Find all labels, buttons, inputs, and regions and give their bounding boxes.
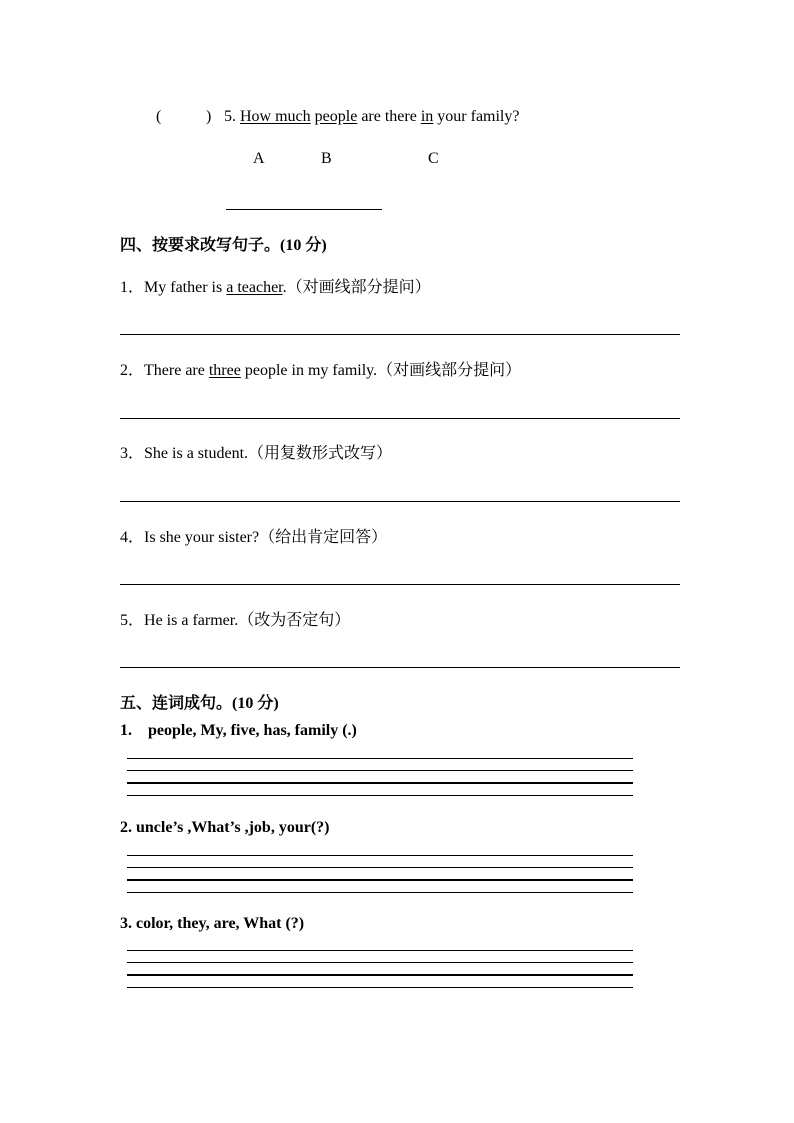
- s4-item-text-end: people in my family.: [240, 362, 378, 379]
- s4-answer-line-4[interactable]: [120, 584, 680, 585]
- section5-title: 五、连词成句。(10 分): [120, 695, 279, 712]
- s4-item-number: 4．: [120, 529, 145, 546]
- s4-answer-line-2[interactable]: [120, 418, 680, 419]
- q5-tail: your family?: [433, 108, 520, 125]
- s4-answer-line-1[interactable]: [120, 334, 680, 335]
- s4-item-4: [120, 524, 387, 547]
- s5-item-2: 2. uncle’s ,What’s ,job, your(?): [120, 819, 330, 836]
- s5-writing-line[interactable]: [127, 962, 633, 963]
- s5-writing-line[interactable]: [127, 855, 633, 856]
- q5-number: 5.: [224, 108, 236, 125]
- s5-writing-line[interactable]: [127, 770, 633, 771]
- s4-answer-line-3[interactable]: [120, 501, 680, 502]
- s5-writing-line[interactable]: [127, 795, 633, 796]
- s5-writing-line[interactable]: [127, 950, 633, 951]
- q5-option-b: B: [321, 150, 332, 167]
- q5-answer-line[interactable]: [226, 209, 382, 210]
- s5-item-3: 3. color, they, are, What (?): [120, 915, 305, 932]
- q5-underline-b: people: [314, 108, 358, 125]
- s4-item-number: 2．: [120, 362, 145, 379]
- s5-item-1: 1. people, My, five, has, family (.): [120, 722, 357, 739]
- s4-item-2: [120, 357, 521, 380]
- s4-item-number: 5．: [120, 612, 145, 629]
- s4-item-instruction: （用复数形式改写）: [248, 445, 393, 462]
- s4-item-underlined: three: [208, 362, 241, 379]
- q5-mid: are there: [357, 108, 421, 125]
- s4-item-instruction: （对画线部分提问）: [377, 362, 522, 379]
- s4-item-1: [120, 274, 431, 297]
- s4-answer-line-5[interactable]: [120, 667, 680, 668]
- s5-writing-line[interactable]: [127, 879, 633, 881]
- q5-paren-open: (: [156, 108, 162, 125]
- section4-title: 四、按要求改写句子。(10 分): [120, 237, 327, 254]
- q5-underline-a: How much: [240, 108, 311, 125]
- s4-item-text: She is a student.: [144, 445, 249, 462]
- s5-writing-line[interactable]: [127, 758, 633, 759]
- s4-item-text: There are: [144, 362, 209, 379]
- q5-option-a: A: [253, 150, 265, 167]
- q5-option-c: C: [428, 150, 439, 167]
- s4-item-5: [120, 607, 350, 630]
- s4-item-text: He is a farmer.: [144, 612, 239, 629]
- q5-underline-c: in: [420, 108, 434, 125]
- s4-item-text: Is she your sister?: [144, 529, 260, 546]
- q5-sentence: [224, 108, 519, 126]
- s4-item-text-end: .: [282, 279, 287, 296]
- s4-item-instruction: （给出肯定回答）: [259, 529, 388, 546]
- s5-writing-line[interactable]: [127, 867, 633, 868]
- s4-item-number: 1．: [120, 279, 145, 296]
- s5-writing-line[interactable]: [127, 987, 633, 988]
- s5-writing-line[interactable]: [127, 892, 633, 893]
- s4-item-3: [120, 440, 392, 463]
- s4-item-instruction: （改为否定句）: [238, 612, 351, 629]
- s4-item-text: My father is: [144, 279, 227, 296]
- s5-writing-line[interactable]: [127, 782, 633, 784]
- s4-item-underlined: a teacher: [226, 279, 283, 296]
- s4-item-number: 3．: [120, 445, 145, 462]
- s4-item-instruction: （对画线部分提问）: [286, 279, 431, 296]
- q5-paren-close: ): [206, 108, 212, 125]
- s5-writing-line[interactable]: [127, 974, 633, 976]
